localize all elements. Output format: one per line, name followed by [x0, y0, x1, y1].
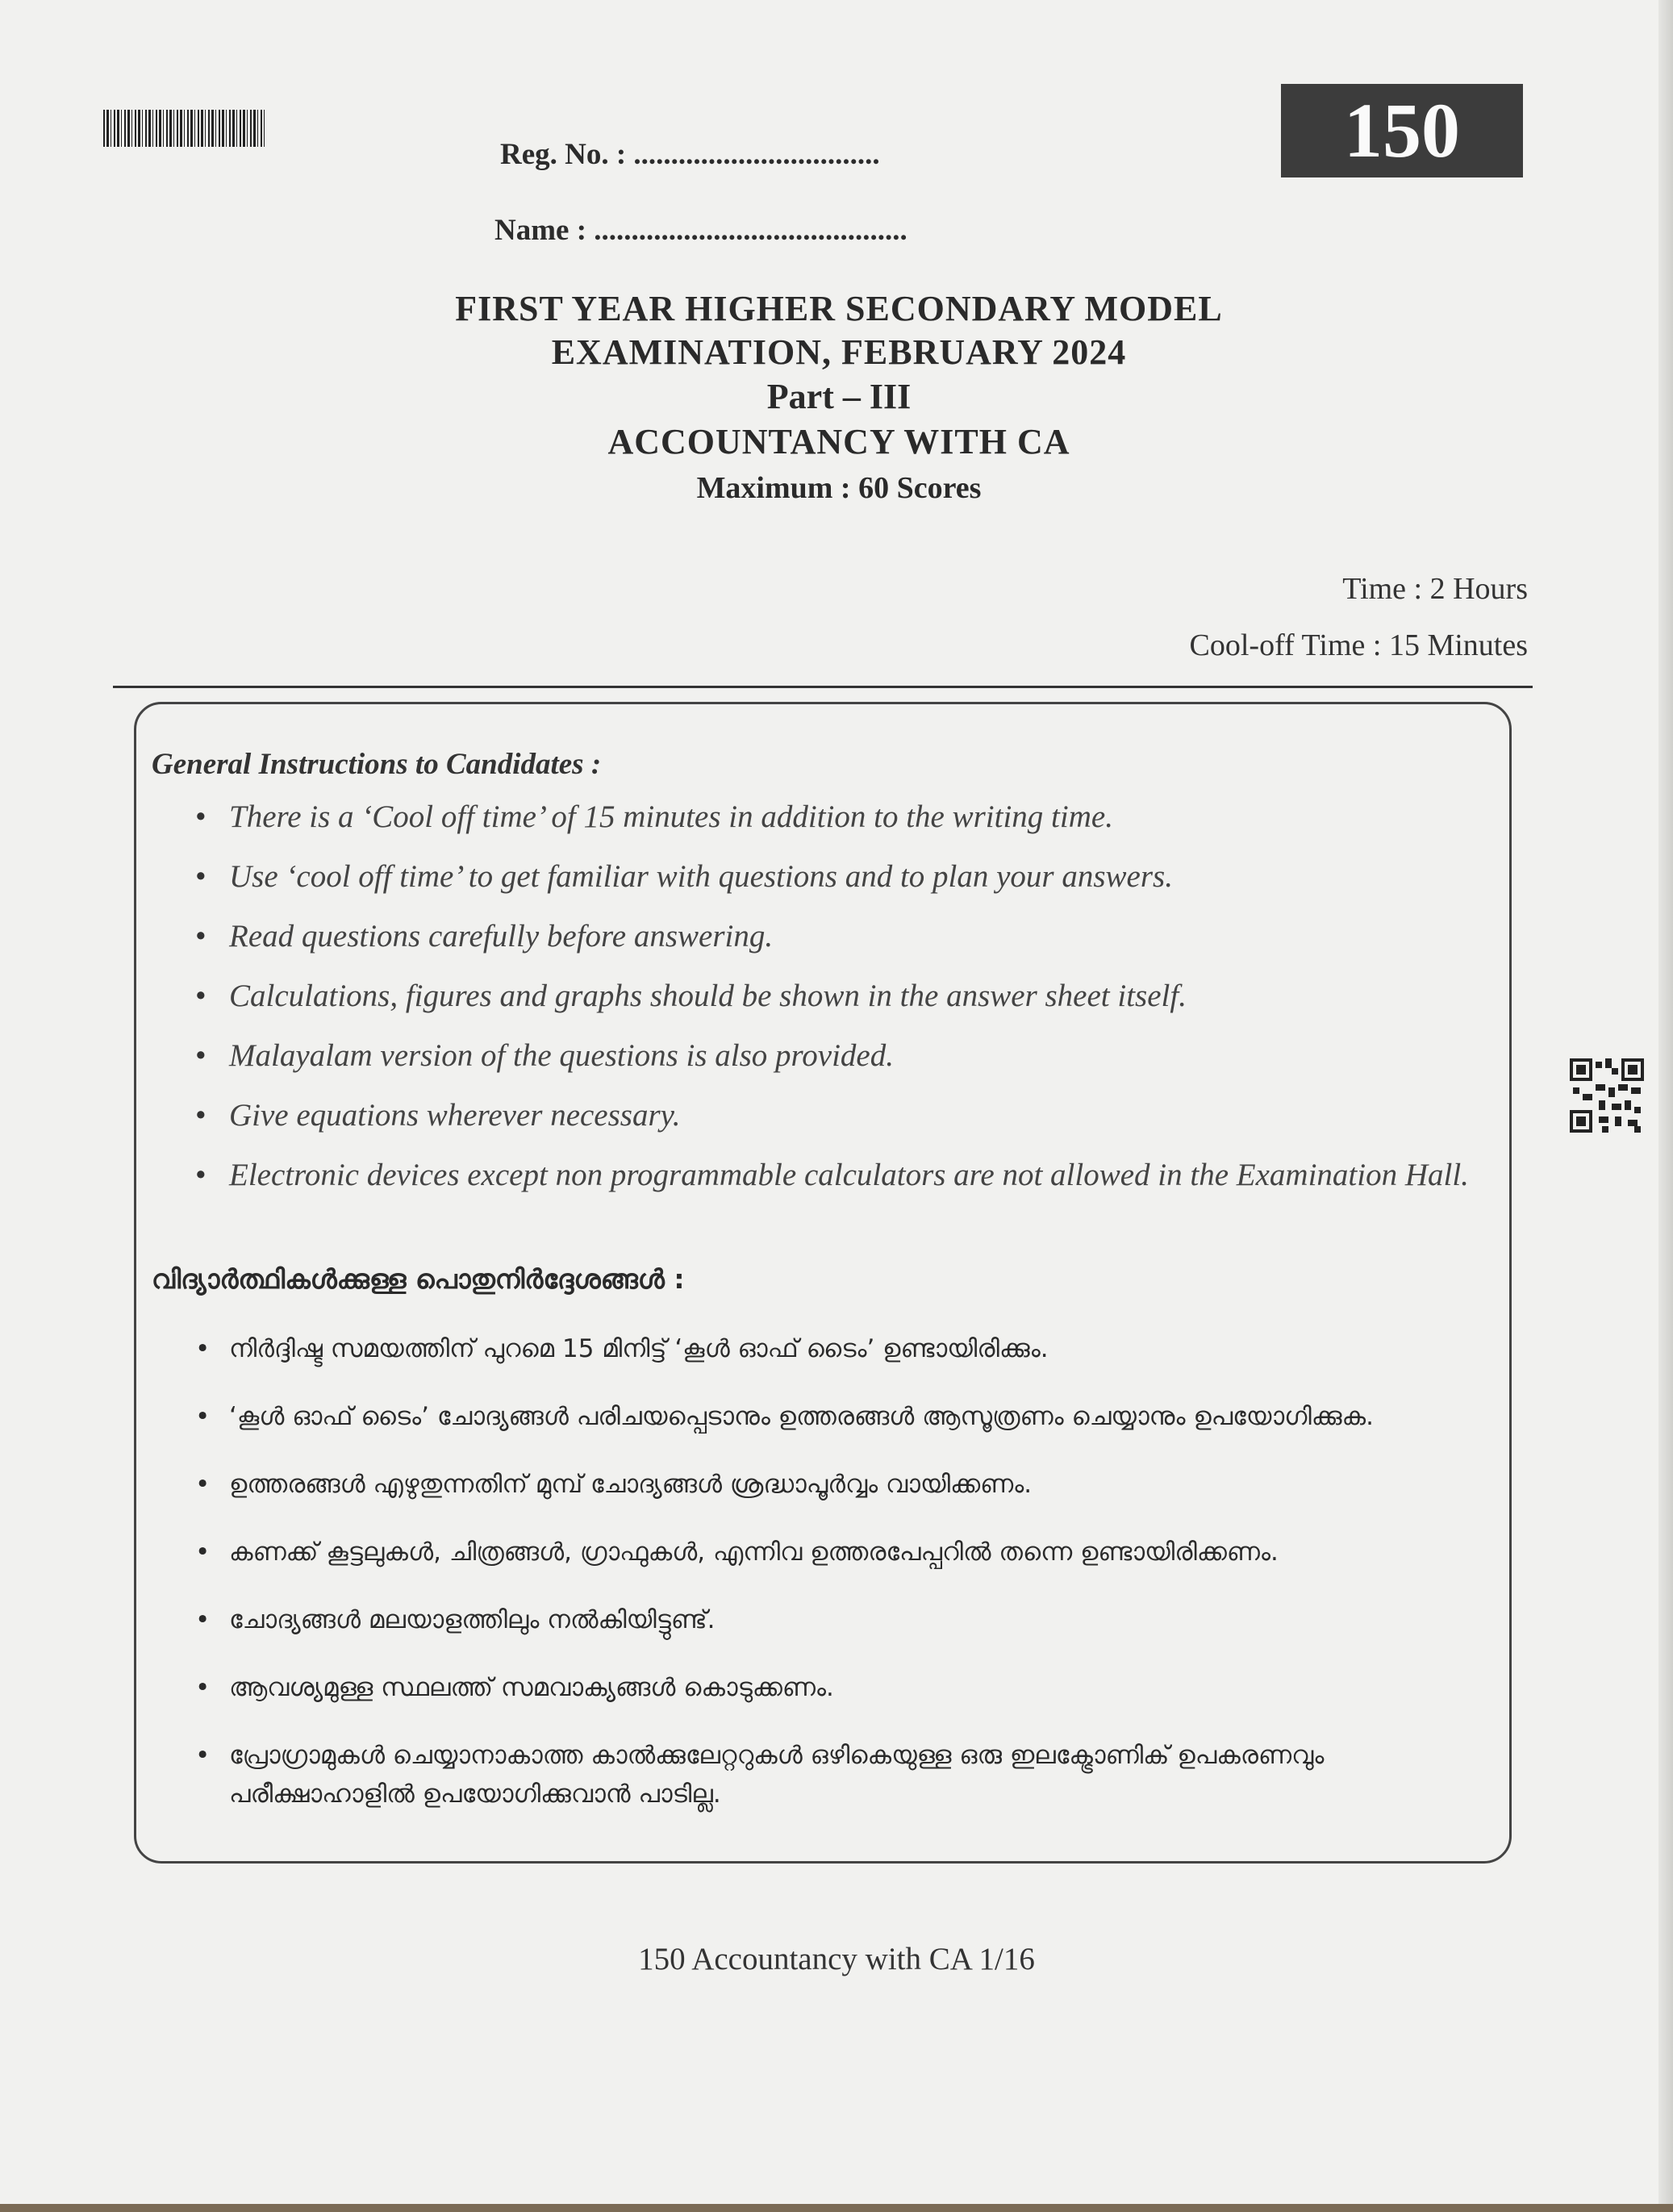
instruction-item-en: • There is a ‘Cool off time’ of 15 minutes in addition to the writing time.: [189, 799, 1479, 836]
instruction-item-ml: • ‘കൂൾ ഓഫ് ടൈം’ ചോദ്യങ്ങൾ പരിചയപ്പെടാനും ഉത്തരങ്ങൾ ആസൂത്രണം ചെയ്യാനും ഉപയോഗിക്കുക.: [189, 1397, 1496, 1436]
instruction-item-ml: • ചോദ്യങ്ങൾ മലയാളത്തിലും നൽകിയിട്ടുണ്ട്.: [189, 1601, 1496, 1639]
maximum-scores: Maximum : 60 Scores: [696, 471, 982, 505]
cool-off-time: Cool-off Time : 15 Minutes: [1189, 628, 1528, 662]
instruction-item-ml: • ആവശ്യമുള്ള സ്ഥലത്ത് സമവാക്യങ്ങൾ കൊടുക്കണം.: [189, 1668, 1496, 1707]
instruction-item-en: • Electronic devices except non programmable calculators are not allowed in the Examination Hall.: [189, 1157, 1479, 1194]
name-field: Name : ..........................................: [494, 214, 907, 247]
instruction-item-en: • Use ‘cool off time’ to get familiar with questions and to plan your answers.: [189, 858, 1479, 895]
instruction-item-ml: • നിർദ്ദിഷ്ട സമയത്തിന് പുറമെ 15 മിനിട്ട് ‘കൂൾ ഓഫ് ടൈം’ ഉണ്ടായിരിക്കും.: [189, 1329, 1496, 1368]
qr-code-icon: [1570, 1058, 1644, 1133]
barcode: [103, 110, 265, 147]
exam-title-line-2: EXAMINATION, FEBRUARY 2024: [551, 332, 1127, 372]
page-edge: [1658, 0, 1673, 2212]
divider: [113, 686, 1533, 688]
instructions-heading-ml: വിദ്യാർത്ഥികൾക്കുള്ള പൊതുനിർദ്ദേശങ്ങൾ :: [152, 1263, 685, 1295]
exam-subject: ACCOUNTANCY WITH CA: [607, 422, 1070, 461]
exam-time: Time : 2 Hours: [1342, 572, 1528, 606]
instructions-list-ml: [189, 1329, 1496, 1843]
instructions-list-en: [189, 799, 1479, 1217]
instruction-item-ml: • കണക്ക് കൂട്ടലുകൾ, ചിത്രങ്ങൾ, ഗ്രാഫുകൾ, എന്നിവ ഉത്തരപേപ്പറിൽ തന്നെ ഉണ്ടായിരിക്കണം.: [189, 1533, 1496, 1571]
instruction-item-ml: • പ്രോഗ്രാമുകൾ ചെയ്യാനാകാത്ത കാൽക്കുലേറ്ററുകൾ ഒഴികെയുള്ള ഒരു ഇലക്ട്രോണിക് ഉപകരണവും പരീക്ഷാഹാളിൽ ഉപയോഗിക്കുവാൻ പാടില്ല.: [189, 1736, 1496, 1813]
exam-part: Part – III: [766, 377, 912, 416]
instruction-item-en: • Malayalam version of the questions is also provided.: [189, 1037, 1479, 1075]
exam-title-line-1: FIRST YEAR HIGHER SECONDARY MODEL: [455, 289, 1223, 328]
page-bottom-edge: [0, 2204, 1673, 2212]
instruction-item-en: • Give equations wherever necessary.: [189, 1097, 1479, 1134]
paper-code-box: 150: [1281, 84, 1523, 177]
reg-no-field: Reg. No. : .................................: [500, 138, 880, 171]
instruction-item-ml: • ഉത്തരങ്ങൾ എഴുതുന്നതിന് മുമ്പ് ചോദ്യങ്ങൾ ശ്രദ്ധാപൂർവ്വം വായിക്കണം.: [189, 1465, 1496, 1504]
instruction-item-en: • Read questions carefully before answering.: [189, 918, 1479, 955]
exam-title-block: [290, 287, 1387, 511]
instructions-heading-en: General Instructions to Candidates :: [152, 748, 602, 781]
page-footer: 150 Accountancy with CA 1/16: [638, 1942, 1035, 1976]
instruction-item-en: • Calculations, figures and graphs should be shown in the answer sheet itself.: [189, 978, 1479, 1015]
